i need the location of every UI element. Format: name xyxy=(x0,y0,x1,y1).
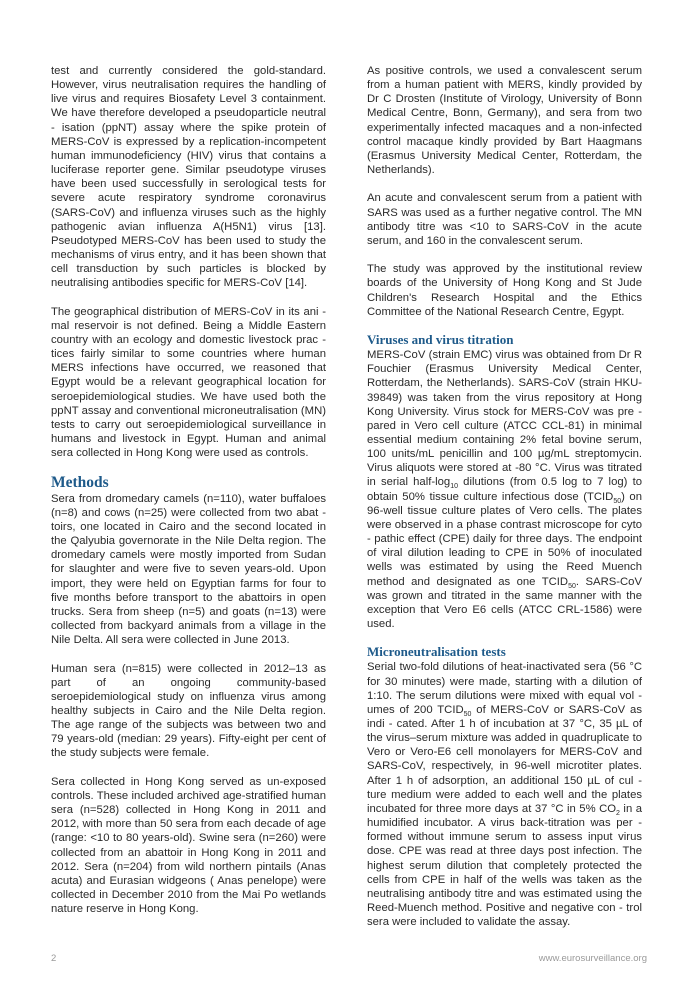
subscript-10: 10 xyxy=(450,483,458,491)
methods-paragraph-animal-sera: Sera from dromedary camels (n=110), water buffaloes (n=8) and cows (n=25) were collected from two abat - toirs, one located in Cairo and the second located in the Qalyubia governorate in the Nile Delta region. The dromedary camels were mostly imported from Sudan for slaughter and were five to seven years-old. Upon import, they were held on Egyptian farms for four to five months before transport to the abattoirs in open trucks. Sera from sheep (n=5) and goats (n=13) were collected from backyard animals from a village in the Nile Delta. All sera were collected in June 2013. xyxy=(51,492,326,647)
left-column xyxy=(51,64,326,931)
micro-text-2: of MERS-CoV or SARS-CoV as indi - cated. After 1 h of incubation at 37 °C, 35 µL of the virus–serum mixture was added in quadruplicate to Vero or Vero-E6 cell monolayers for MERS-CoV and SARS-CoV, respectively, in 96-well microtiter plates. After 1 h of adsorption, an additional 150 µL of cul - ture medium were added to each well and the plates incubated for three more days at 37 °C in 5% CO xyxy=(367,703,642,815)
viruses-text-3: ) on 96-well tissue culture plates of Vero cells. The plates were observed in a phase contrast microscope for cyto - pathic effect (CPE) daily for three days. The endpoint of viral dilution leading to CPE in 50% of inoculated wells was estimated by using the Reed Muench method and designated as one TCID xyxy=(367,490,642,588)
viruses-paragraph xyxy=(367,348,642,631)
subscript-50: 50 xyxy=(463,710,472,718)
viruses-heading: Viruses and virus titration xyxy=(367,332,514,348)
viruses-text-1: MERS-CoV (strain EMC) virus was obtained from Dr R Fouchier (Erasmus University Medical Center, Rotterdam, the Netherlands). SARS-CoV (strain HKU-39849) was taken from the virus repository at Hong Kong University. Virus stock for MERS-CoV was pre - pared in Vero cell culture (ATCC CCL-81) in minimal essential medium containing 2% fetal bovine serum, 100 units/mL penicillin and 100 µg/mL streptomycin. Virus aliquots were stored at -80 °C. Virus was titrated in serial half-log xyxy=(367,349,642,489)
methods-paragraph-sars-control: An acute and convalescent serum from a patient with SARS was used as a further negative control. The MN antibody titre was <10 to SARS-CoV in the acute serum, and 160 in the convalescent serum. xyxy=(367,192,642,247)
methods-paragraph-positive-controls: As positive controls, we used a convalescent serum from a human patient with MERS, kindly provided by Dr C Drosten (Institute of Virology, University of Bonn Medical Centre, Bonn, Germany), and sera from two experimentally infected macaques and a non-infected control macaque kindly provided by Bart Haagmans (Erasmus University Medical Center, Rotterdam, the Netherlands). xyxy=(367,65,642,177)
subscript-50: 50 xyxy=(568,582,576,590)
subscript-2: 2 xyxy=(616,809,620,817)
methods-paragraph-human-sera: Human sera (n=815) were collected in 2012–13 as part of an ongoing community-based seroepidemiological study on influenza virus among healthy subjects in Cairo and the Nile Delta region. The age range of the subjects was between two and 79 years-old (median: 29 years). Fifty-eight per cent of the study subjects were female. xyxy=(51,662,326,760)
methods-heading: Methods xyxy=(51,473,109,491)
microneutralisation-paragraph xyxy=(367,660,642,929)
micro-text-3: in a humidified incubator. A virus back-titration was per - formed without immune serum to assess input virus dose. CPE was read at three days post infection. The highest serum dilution that completely protected the cells from CPE in half of the wells was taken as the neutralising antibody titre and was estimated using the Reed-Muench method. Positive and negative con - trol sera were included to validate the assay. xyxy=(367,802,642,929)
page-number: 2 xyxy=(51,953,57,964)
viruses-text-4: . SARS-CoV was grown and titrated in the same manner with the exception that Vero E6 cells (ATCC CRL-1586) were used. xyxy=(367,575,642,631)
website-link[interactable]: www.eurosurveillance.org xyxy=(538,953,647,964)
subscript-50: 50 xyxy=(613,497,622,505)
right-column xyxy=(367,64,642,944)
micro-text-1: Serial two-fold dilutions of heat-inactivated sera (56 °C for 30 minutes) were made, starting with a dilution of 1:10. The serum dilutions were mixed with equal vol - umes of 200 TCID xyxy=(367,661,642,716)
microneutralisation-heading: Microneutralisation tests xyxy=(367,644,506,660)
intro-paragraph-ppnt: test and currently considered the gold-standard. However, virus neutralisation requires the handling of live virus and requires Biosafety Level 3 containment. We have therefore developed a pseudoparticle neutral - isation (ppNT) assay where the spike protein of MERS-CoV is expressed by a replication-incompetent human immunodeficiency (HIV) virus that contains a luciferase reporter gene. Similar pseudotype viruses have been used successfully in serological tests for severe acute respiratory syndrome coronavirus (SARS-CoV) and influenza viruses such as the highly pathogenic avian influenza A(H5N1) virus [13]. Pseudotyped MERS-CoV has been used to study the mechanisms of virus entry, and it has been shown that cell transduction by such particles is blocked by neutralising antibodies specific for MERS-CoV [14]. xyxy=(51,65,326,290)
methods-paragraph-hong-kong-sera: Sera collected in Hong Kong served as un-exposed controls. These included archived age-stratified human sera (n=528) collected in Hong Kong in 2011 and 2012, with more than 50 sera from each decade of age (range: <10 to 80 years-old). Swine sera (n=260) were collected from an abattoir in Hong Kong in 2011 and 2012. Sera (n=204) from wild northern pintails (Anas acuta) and Eurasian widgeons ( Anas penelope) were collected in December 2010 from the Mai Po wetlands nature reserve in Hong Kong. xyxy=(51,775,326,916)
viruses-text-2: dilutions (from 0.5 log to 7 log) to obtain 50% tissue culture infectious dose (TCID xyxy=(367,476,642,503)
methods-paragraph-ethics: The study was approved by the institutional review boards of the University of Hong Kong and St Jude Children's Research Hospital and the Ethics Committee of the National Research Centre, Egypt. xyxy=(367,263,642,318)
intro-paragraph-egypt: The geographical distribution of MERS-CoV in its ani - mal reservoir is not defined. Being a Middle Eastern country with an ecology and domestic livestock prac - tices fairly similar to some countries where human MERS infections have occurred, we reasoned that Egypt would be a relevant geographical location for seroepidemiological studies. We have used both the ppNT assay and conventional microneutralisation (MN) tests to carry out seroepidemiological surveillance in humans and livestock in Egypt. Human and animal sera collected in Hong Kong were used as controls. xyxy=(51,305,326,460)
